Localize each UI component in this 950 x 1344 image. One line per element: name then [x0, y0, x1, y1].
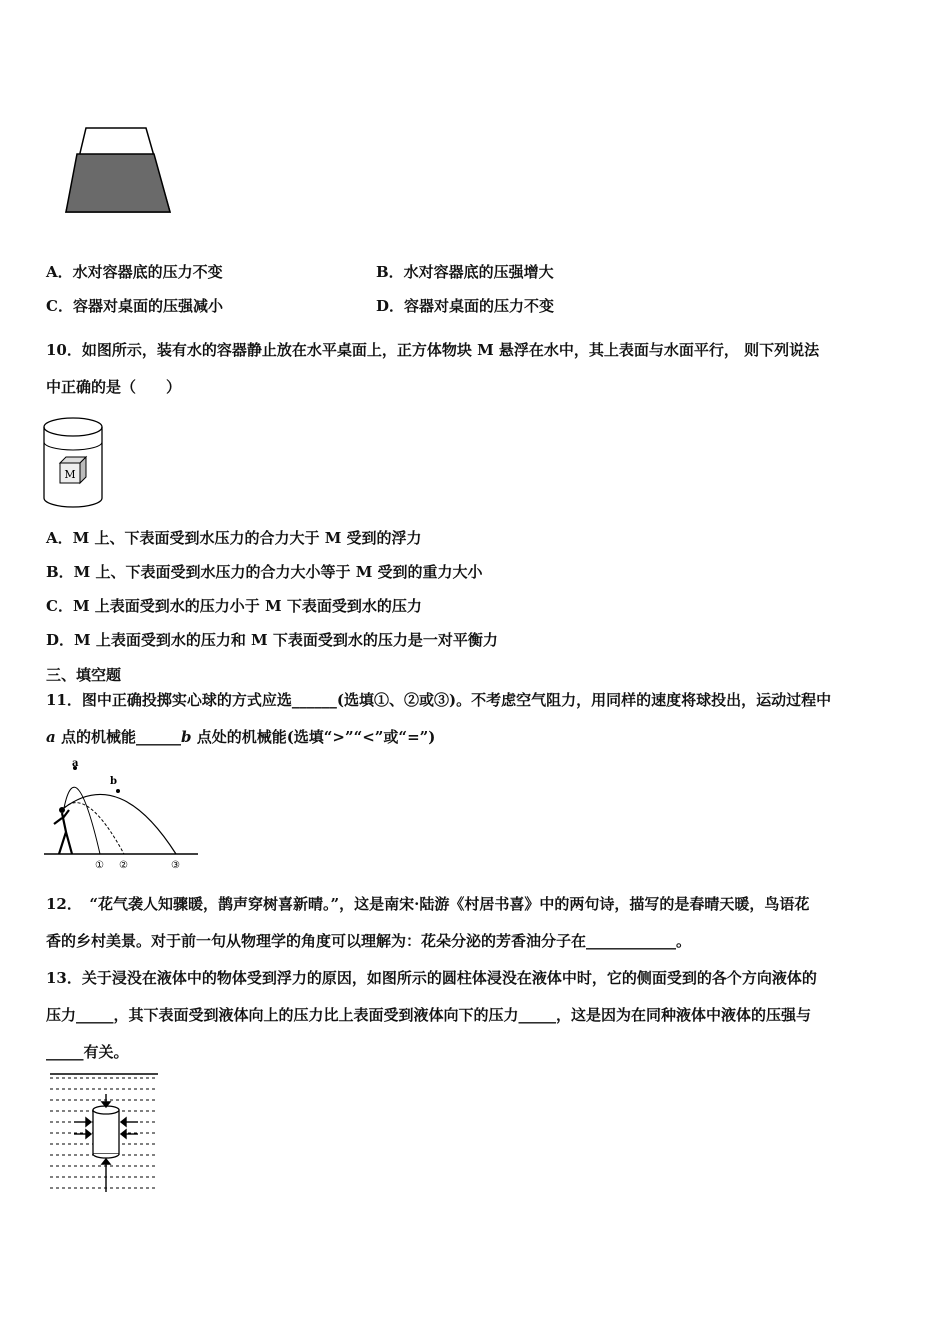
- mark-1-label: ①: [95, 860, 104, 871]
- immersed-cylinder-figure: [46, 1072, 162, 1196]
- q11-line2: [46, 727, 435, 747]
- q13-line2: 压力_____，其下表面受到液体向上的压力比上表面受到液体向下的压力_____，这是因为在同种液体中液体的压强与: [46, 1006, 812, 1024]
- mark-2-label: ②: [119, 860, 128, 871]
- q11-var-b: b: [180, 728, 192, 746]
- q9-option-b: B．水对容器底的压强增大: [376, 263, 554, 281]
- q11-line1: 11．图中正确投掷实心球的方式应选______(选填①、②或③)。不考虑空气阻力，用同样的速度将球投出，运动过程中: [46, 691, 832, 709]
- q12-line1: 12． “花气袭人知骤暖，鹊声穿树喜新晴。”，这是南宋·陆游《村居书喜》中的两句诗，描写的是春晴天暖，鸟语花: [46, 895, 810, 913]
- cube-label: M: [64, 468, 76, 481]
- cylinder-cube-figure: [40, 414, 110, 514]
- point-a-label: a: [72, 758, 79, 769]
- q11-line2-end: 点处的机械能(选填“>”“<”或“=”): [191, 728, 436, 746]
- mark-3-label: ③: [171, 860, 180, 871]
- q13-line1: 13．关于浸没在液体中的物体受到浮力的原因，如图所示的圆柱体浸没在液体中时，它的侧面受到的各个方向液体的: [46, 969, 817, 987]
- q9-option-c: C．容器对桌面的压强减小: [46, 297, 223, 315]
- q9-option-d: D．容器对桌面的压力不变: [376, 297, 555, 315]
- q13-line3: _____有关。: [46, 1043, 129, 1061]
- q10-stem-line2: 中正确的是（ ）: [46, 378, 182, 396]
- q9-option-a: A．水对容器底的压力不变: [46, 263, 223, 281]
- q11-var-a: a: [46, 728, 56, 746]
- q10-option-d: D．M 上表面受到水的压力和 M 下表面受到水的压力是一对平衡力: [46, 631, 498, 649]
- container-figure: [60, 124, 180, 218]
- q10-stem-line1: 10．如图所示，装有水的容器静止放在水平桌面上，正方体物块 M 悬浮在水中，其上表面与水面平行， 则下列说法: [46, 341, 820, 359]
- throw-trajectory-figure: [42, 758, 202, 874]
- q10-option-a: A．M 上、下表面受到水压力的合力大于 M 受到的浮力: [46, 529, 422, 547]
- point-b-label: b: [110, 776, 117, 787]
- q12-line2: 香的乡村美景。对于前一句从物理学的角度可以理解为：花朵分泌的芳香油分子在____________。: [46, 932, 692, 950]
- q10-option-b: B．M 上、下表面受到水压力的合力大小等于 M 受到的重力大小: [46, 563, 483, 581]
- q10-option-c: C．M 上表面受到水的压力小于 M 下表面受到水的压力: [46, 597, 422, 615]
- q11-line2-mid: 点的机械能______: [55, 728, 181, 746]
- section-title: 三、填空题: [46, 666, 122, 684]
